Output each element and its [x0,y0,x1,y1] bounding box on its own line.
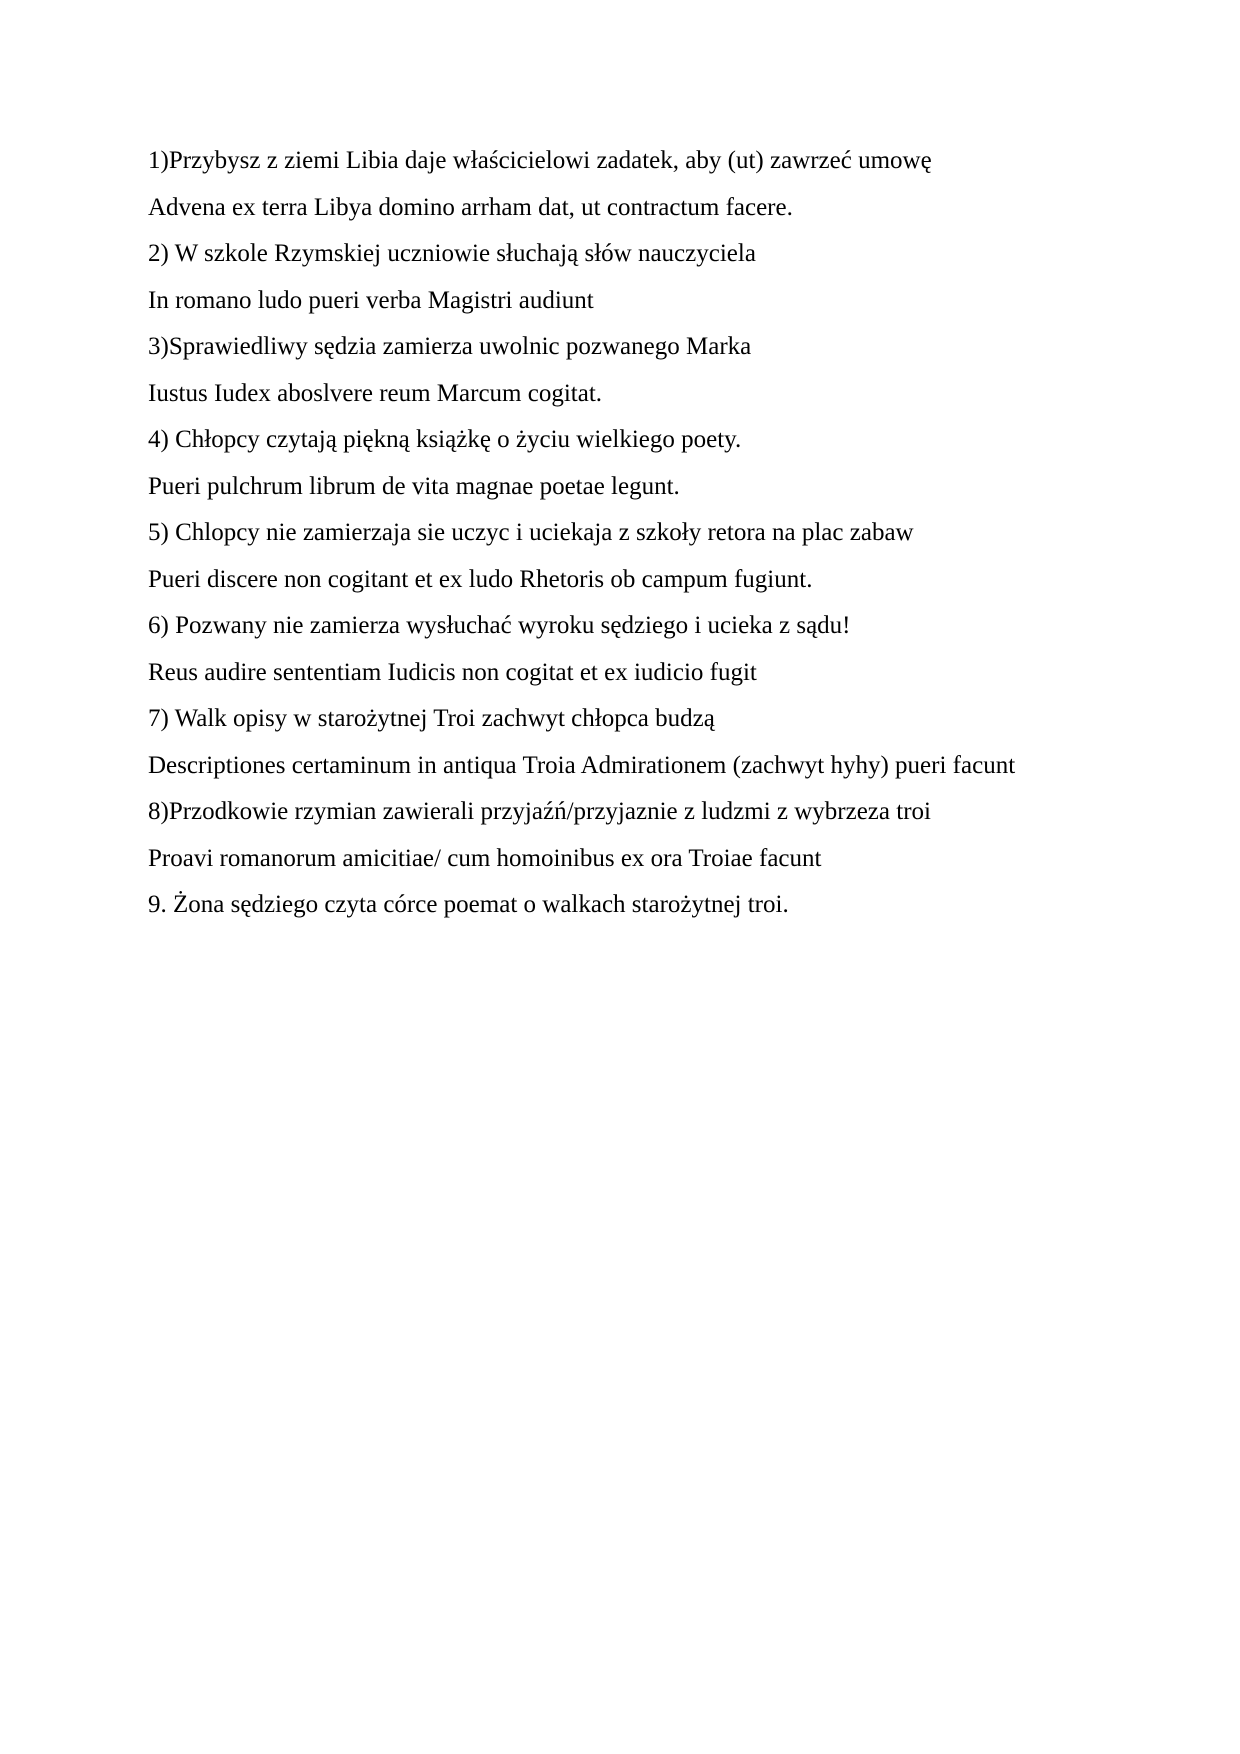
latin-translation-3: Iustus Iudex aboslvere reum Marcum cogitat. [148,379,603,407]
latin-translation-1: Advena ex terra Libya domino arrham dat, ut contractum facere. [148,193,793,221]
polish-sentence-2: 2) W szkole Rzymskiej uczniowie słuchają słów nauczyciela [148,240,756,267]
latin-translation-4: Pueri pulchrum librum de vita magnae poetae legunt. [148,472,680,500]
polish-sentence-7: 7) Walk opisy w starożytnej Troi zachwyt chłopca budzą [148,705,715,732]
polish-sentence-3: 3)Sprawiedliwy sędzia zamierza uwolnic pozwanego Marka [148,333,752,360]
polish-sentence-1: 1)Przybysz z ziemi Libia daje właścicielowi zadatek, aby (ut) zawrzeć umowę [148,147,932,174]
document-body [148,146,1148,937]
polish-sentence-8: 8)Przodkowie rzymian zawierali przyjaźń/przyjaznie z ludzmi z wybrzeza troi [148,798,931,825]
latin-translation-2: In romano ludo pueri verba Magistri audiunt [148,286,594,314]
polish-sentence-9: 9. Żona sędziego czyta córce poemat o walkach starożytnej troi. [148,891,789,918]
polish-sentence-5: 5) Chlopcy nie zamierzaja sie uczyc i uciekaja z szkoły retora na plac zabaw [148,519,914,546]
polish-sentence-4: 4) Chłopcy czytają piękną książkę o życiu wielkiego poety. [148,426,742,453]
latin-translation-5: Pueri discere non cogitant et ex ludo Rhetoris ob campum fugiunt. [148,565,813,593]
latin-translation-7: Descriptiones certaminum in antiqua Troia Admirationem (zachwyt hyhy) pueri facunt [148,751,1016,779]
latin-translation-8: Proavi romanorum amicitiae/ cum homoinibus ex ora Troiae facunt [148,844,822,872]
latin-translation-6: Reus audire sententiam Iudicis non cogitat et ex iudicio fugit [148,658,757,686]
polish-sentence-6: 6) Pozwany nie zamierza wysłuchać wyroku sędziego i ucieka z sądu! [148,612,851,639]
